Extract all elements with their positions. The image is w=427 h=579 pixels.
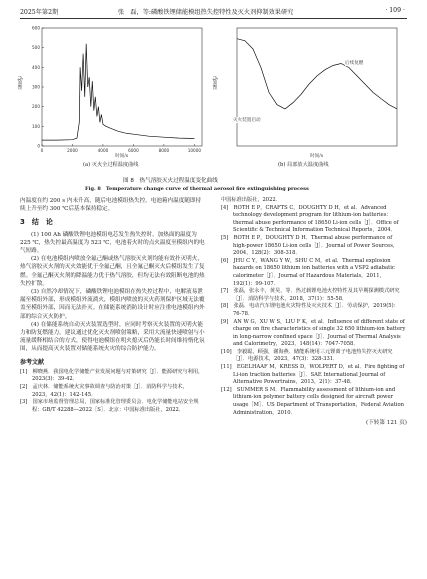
subcaption-b: (b) 局部放大温度曲线 — [278, 162, 329, 168]
reference-item: [10] 李毅聪，顾强，谢海燕．储能系统用三元锂离子电池热失控灭火研究［J］．电源技术，2023，47(3)：328-331． — [221, 348, 393, 363]
x-tick-label: 6000 — [128, 148, 139, 153]
paragraph: 内温度在约 200 s 内未升高，随后电池模组热失控，电池箱内温度随即持续上升至约 300 ℃后基本保持稳定。 — [20, 198, 202, 213]
conclusion-4: (4) 在储能系统自动灭火装置选型时，应同时考察灭火装置的灭明火能力和防复燃能力，建议通过优化灭火剂喷射策略，采用大流量快速喷射与小流量缓释相结合的方式，使得电池模组在明火熄灭后仍能长时间维持惰化氛围，从而提高灭火装置对储能系统火灾的综合防护能力。 — [20, 321, 205, 353]
plot-frame — [42, 28, 202, 146]
figure-8a — [20, 22, 210, 172]
reference-item: [11] EGELHAAF M，KRESS D，WOLPERT D，et al．Fire fighting of Li-ion traction batteries［J］．SAE International Journal of Alternative Powertrains，2013，2(1)：37-48． — [221, 364, 405, 386]
reference-item: [7] 张磊，张永丰，黄昊，等．热过载锂电池火控特性及其早期探测模式研究［J］．消防科学与技术，2018，37(1)：55-58． — [221, 288, 400, 302]
reference-item: [1] 柳晓燕．我国电化学储能产业发展问题与对策研究［J］．能源研究与利用，2023(3)：39-42． — [20, 368, 204, 383]
x-tick-label: 2000 — [67, 148, 78, 153]
y-axis-label: 温度/℃ — [18, 74, 23, 90]
x-axis-label: 时间/s — [115, 154, 129, 159]
conclusion-1: (1) 100 Ah 磷酸铁锂电池模组电芯发生热失控时，加热面的温度为 225 ℃，热失控最高温度为 523 ℃，电池着火时的点火温度至模组内的电气短路。 — [20, 231, 205, 255]
annotation-extinguisher-start: 灭火装置启动 — [233, 118, 261, 123]
right-column — [221, 197, 407, 427]
y-tick-label: 0 — [37, 143, 40, 149]
y-tick-label: 400 — [32, 64, 40, 70]
running-title: 张 磊，等:磷酸铁锂储能模组热失控特性及灭火剂抑制效果研究 — [118, 9, 294, 16]
x-tick-label: 10000 — [187, 148, 202, 153]
conclusion-2: (2) 在电池模组内喷放全氟己酮或热气溶胶灭火剂均能有效扑灭明火，热气溶胶灭火剂的灭火效能优于全氟己酮，且全氟己酮灭火后模组发生了复燃。全氟己酮灭火剂的降温能力优于热气溶胶，但均无法有效阻断电池的热失控扩散。 — [20, 256, 205, 287]
reference-item: [12] SUMMER S M．Flammability assessment of lithium-ion and lithium-ion polymer battery cells designed for aircraft power usage［M］．US Department of Transportation，Federal Aviation Administration，2010． — [221, 386, 404, 416]
page-number: · 109 · — [385, 7, 405, 14]
temperature-series-line — [237, 39, 397, 109]
reference-item: [2] 孟庆林．储能系统火灾事故调查与防治对策［J］．消防科学与技术，2023，42(1)：142-145． — [20, 384, 188, 398]
x-tick-label: 4000 — [97, 148, 109, 153]
y-tick-label: 300 — [32, 84, 40, 90]
plot-frame — [237, 28, 397, 146]
x-tick-label: 8000 — [158, 148, 170, 153]
journal-issue: 2025年第2期 — [20, 9, 59, 16]
reference-item: [5] ROTH E P，DOUGHTY D H．Thermal abuse performance of high-power 18650 Li-ion cells［J］．Journal of Power Sources，2004，128(2)：308-318． — [221, 234, 399, 257]
conclusion-3: (3) 自然冷却情况下，磷酸铁锂电池模组在热失控过程中，电解液易泄漏至模组外部，形成模组外流淌火，模组内喷放的灭火药剂保护区域无法覆盖至模组外部，因而无法扑灭。在储能系统消防设计时应注重电池模组内外部的综合灭火防护。 — [20, 289, 205, 320]
y-tick-label: 500 — [32, 45, 40, 51]
left-column — [20, 197, 206, 414]
header-rule — [20, 18, 407, 19]
y-tick-label: 100 — [32, 123, 40, 129]
annotation-reignition: 后续复燃 — [345, 61, 364, 66]
x-tick-label: 0 — [40, 148, 44, 153]
reference-item: 中国标准出版社，2022． — [221, 197, 281, 203]
reference-item: [8] 张磊．电动汽车锂电池火灾特性及灭火技术［J］．劳动保护，2019(5)：76-78． — [221, 303, 399, 317]
reference-item: [9] AN W G，XU W S，LIU F K，et al．Influence of different state of charge on fire characteristics of single 32 650 lithium-ion battery in long-narrow confined space［J］．Journal of Thermal Analysis and Calorimetry，2023，148(14)：7047-7058． — [221, 318, 406, 348]
temperature-chart-zoom — [215, 22, 405, 162]
reference-item: [4] ROTH E P，CRAFTS C，DOUGHTY D H，et al．Advanced technology development program for lithium-ion batteries：thermal abuse performance of 18650 Li-ion cells［J］．Office of Scientific & Technical Information Technical Reports，2004． — [221, 204, 399, 234]
temperature-series-line — [42, 44, 194, 140]
section-title: 3 结 论 — [20, 218, 53, 227]
reference-item: [3] 国家市场监督管理总局，国家标准化管理委员会．电化学储能电站安全规程：GB/T 42288—2022［S］．北京：中国标准出版社，2022． — [20, 399, 199, 413]
subcaption-a: (a) 灭火全过程温度曲线 — [83, 162, 139, 168]
temperature-chart-full — [20, 22, 210, 162]
reference-item: [6] JHU C Y，WANG Y W，SHU C M，et al．Thermal explosion hazards on 18650 lithium ion batteries with a VSP2 adiabatic calorimeter［J］．Journal of Hazardous Materials，2011，192(1)：99-107． — [221, 257, 395, 287]
figure-caption-cn: 图 8 热气溶胶灭火过程温度变化曲线 — [123, 178, 218, 184]
x-axis-label: 时间/s — [310, 154, 324, 159]
figure-8b — [215, 22, 405, 172]
y-axis-label: 温度/℃ — [213, 74, 218, 90]
figure-caption-en: Fig. 8 Temperature change curve of thermal aerosol fire extinguishing process — [85, 186, 309, 192]
y-tick-label: 200 — [32, 104, 40, 110]
continued-note: (下转第 121 页) — [366, 420, 407, 427]
references-title: 参考文献 — [20, 358, 45, 366]
y-tick-label: 600 — [32, 25, 40, 31]
